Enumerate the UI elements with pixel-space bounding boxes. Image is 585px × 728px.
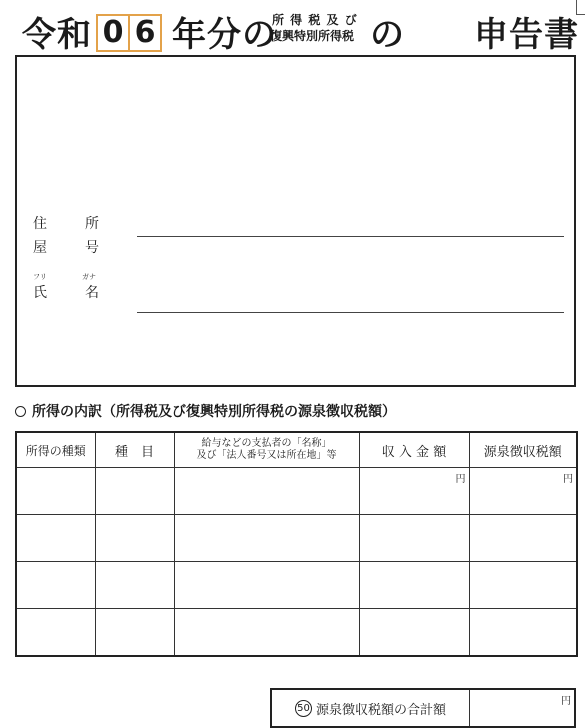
total-label	[272, 690, 470, 726]
cell-kind[interactable]	[16, 609, 95, 657]
cell-payer[interactable]	[174, 562, 359, 609]
cell-item[interactable]	[95, 562, 174, 609]
header-kind: 所得の種類	[16, 432, 95, 468]
label-furigana-2: ガナ	[82, 273, 96, 281]
cell-kind[interactable]	[16, 562, 95, 609]
cell-kind[interactable]	[16, 468, 95, 515]
cell-item[interactable]	[95, 609, 174, 657]
year-digit-2[interactable]: 6	[128, 14, 162, 52]
header-payer-line2: 及び「法人番号又は所在地」等	[196, 450, 337, 461]
label-yago-2: 号	[85, 240, 99, 256]
section-heading-text: 所得の内訳（所得税及び復興特別所得税の源泉徴収税額）	[32, 404, 396, 420]
document-title: 申告書	[474, 15, 579, 55]
cell-income[interactable]	[359, 515, 469, 562]
edge-mark	[576, 0, 585, 15]
era-label: 令和	[22, 15, 92, 55]
header-item: 種 目	[95, 432, 174, 468]
table-row	[16, 562, 577, 609]
cell-withheld[interactable]	[469, 468, 577, 515]
total-label-text: 源泉徴収税額の合計額	[315, 702, 446, 718]
no-particle: の	[370, 15, 405, 55]
year-digit-1[interactable]: 0	[96, 14, 130, 52]
circled-number-50: 50	[295, 700, 312, 717]
unit-yen: 円	[455, 474, 466, 485]
header-income: 収 入 金 額	[359, 432, 469, 468]
total-box	[270, 688, 576, 728]
section-heading	[15, 404, 396, 421]
header-withheld: 源泉徴収税額	[469, 432, 577, 468]
cell-withheld[interactable]	[469, 609, 577, 657]
cell-withheld[interactable]	[469, 562, 577, 609]
unit-yen: 円	[563, 474, 573, 485]
header-payer	[174, 432, 359, 468]
address-line[interactable]	[137, 236, 564, 237]
unit-yen: 円	[561, 696, 571, 707]
tax-name-top: 所 得 税 及 び	[272, 13, 358, 27]
income-table	[15, 431, 578, 657]
label-furigana-1: フリ	[33, 273, 47, 281]
tax-name-bottom: 復興特別所得税	[270, 29, 355, 43]
cell-item[interactable]	[95, 515, 174, 562]
table-row	[16, 515, 577, 562]
label-jusho-1: 住	[33, 216, 47, 232]
cell-withheld[interactable]	[469, 515, 577, 562]
cell-kind[interactable]	[16, 515, 95, 562]
cell-payer[interactable]	[174, 609, 359, 657]
label-shimei-1: 氏	[33, 285, 47, 301]
address-box	[15, 55, 576, 387]
header-payer-line1: 給与などの支払者の「名称」	[201, 438, 332, 449]
table-header-row	[16, 432, 577, 468]
name-line[interactable]	[137, 312, 564, 313]
cell-payer[interactable]	[174, 515, 359, 562]
label-jusho-2: 所	[85, 216, 99, 232]
table-row	[16, 609, 577, 657]
cell-income[interactable]	[359, 468, 469, 515]
circle-icon	[15, 406, 26, 417]
cell-income[interactable]	[359, 562, 469, 609]
total-value-field[interactable]	[470, 690, 574, 726]
nenbun-label: 年分の	[172, 15, 277, 55]
cell-item[interactable]	[95, 468, 174, 515]
cell-income[interactable]	[359, 609, 469, 657]
label-shimei-2: 名	[85, 285, 99, 301]
label-yago-1: 屋	[33, 240, 47, 256]
table-row	[16, 468, 577, 515]
cell-payer[interactable]	[174, 468, 359, 515]
